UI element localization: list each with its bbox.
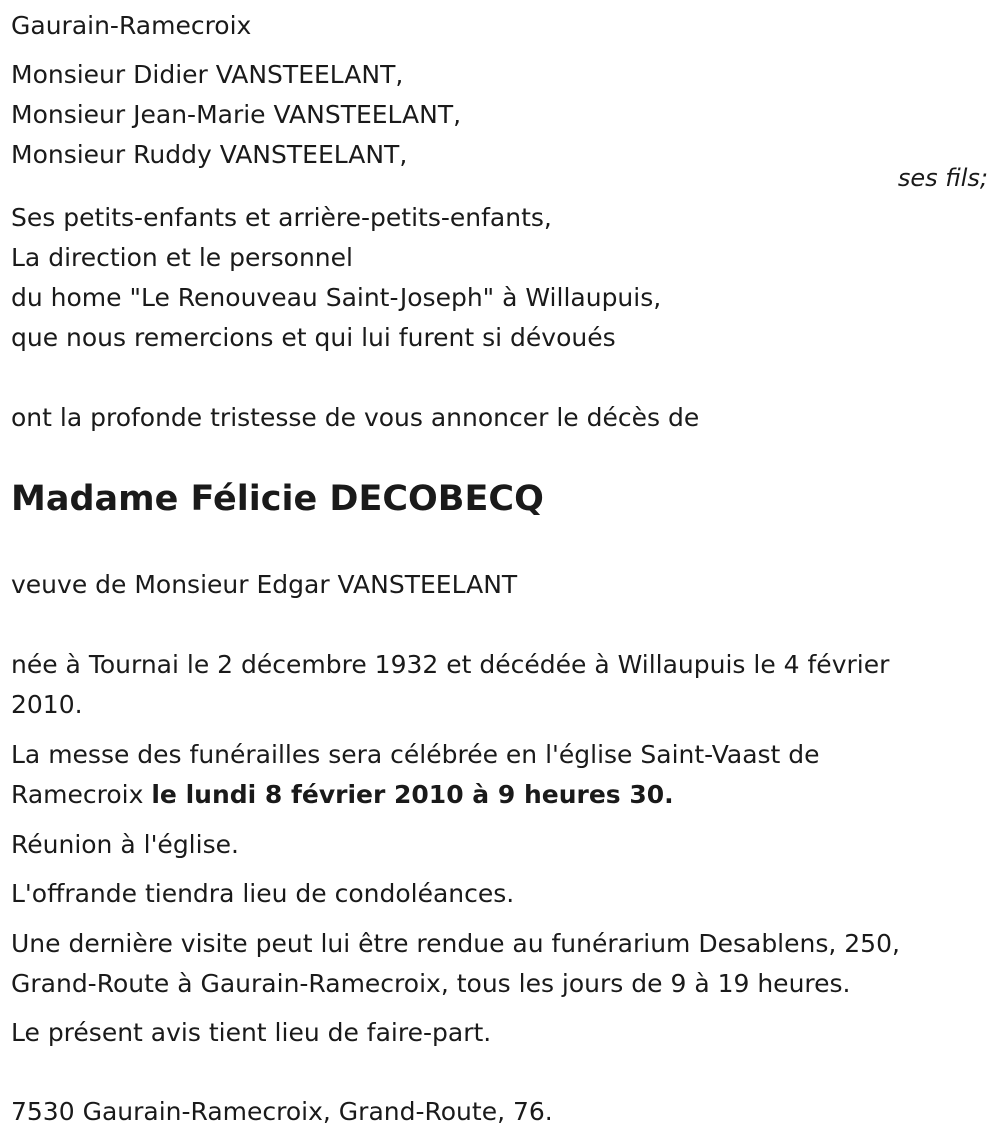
sons-relation: ses fils; [897,164,988,192]
birth-death-line: 2010. [11,690,83,719]
family-line: que nous remercions et qui lui furent si dévoués [11,323,616,352]
visit-line: Une dernière visite peut lui être rendue au funérarium Desablens, 250, [11,929,900,958]
widow-of: veuve de Monsieur Edgar VANSTEELANT [11,570,518,599]
announcement: ont la profonde tristesse de vous annoncer le décès de [11,403,700,432]
offering-info: L'offrande tiendra lieu de condoléances. [11,879,515,908]
funeral-date-time: le lundi 8 février 2010 à 9 heures 30. [151,780,674,809]
son-name: Monsieur Ruddy VANSTEELANT, [11,140,408,169]
son-name: Monsieur Didier VANSTEELANT, [11,60,404,89]
address: 7530 Gaurain-Ramecroix, Grand-Route, 76. [11,1097,553,1126]
visit-line: Grand-Route à Gaurain-Ramecroix, tous les jours de 9 à 19 heures. [11,969,851,998]
birth-death-line: née à Tournai le 2 décembre 1932 et décédée à Willaupuis le 4 février [11,650,890,679]
funeral-line [11,775,674,815]
family-line: Ses petits-enfants et arrière-petits-enfants, [11,203,552,232]
location-header: Gaurain-Ramecroix [11,11,252,40]
notice-text: Le présent avis tient lieu de faire-part. [11,1018,492,1047]
meeting-info: Réunion à l'église. [11,830,239,859]
funeral-line: La messe des funérailles sera célébrée en l'église Saint-Vaast de [11,740,820,769]
funeral-place: Ramecroix [11,780,152,809]
family-line: du home "Le Renouveau Saint-Joseph" à Willaupuis, [11,283,662,312]
son-name: Monsieur Jean-Marie VANSTEELANT, [11,100,462,129]
deceased-name: Madame Félicie DECOBECQ [11,479,544,519]
family-line: La direction et le personnel [11,243,353,272]
